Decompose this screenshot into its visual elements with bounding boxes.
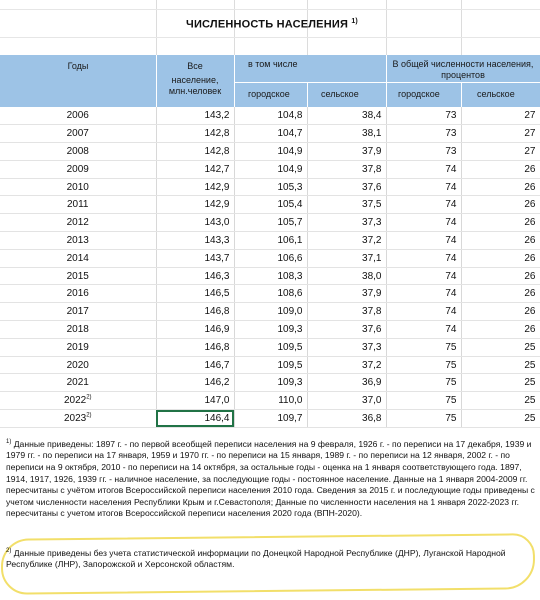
table-row <box>0 267 540 285</box>
cell-value: 142,8 <box>204 128 230 140</box>
cell-value: 109,0 <box>277 306 303 318</box>
header-pct-urban[interactable]: городское <box>398 89 440 99</box>
table-row <box>0 285 540 303</box>
table-row <box>0 143 540 161</box>
cell-rural[interactable] <box>307 392 386 410</box>
title-footnote-mark: 1) <box>351 18 358 25</box>
cell-year[interactable] <box>0 374 156 392</box>
cell-value: 36,9 <box>362 377 382 389</box>
cell-value: 146,7 <box>204 359 230 371</box>
cell-year[interactable] <box>0 303 156 321</box>
cell-total[interactable] <box>156 214 234 232</box>
cell-value: 109,5 <box>277 359 303 371</box>
cell-value: 142,8 <box>204 145 230 157</box>
cell-year[interactable] <box>0 160 156 178</box>
cell-year[interactable] <box>0 143 156 161</box>
cell-year[interactable] <box>0 178 156 196</box>
cell-value: 38,4 <box>362 110 382 122</box>
cell-rural[interactable] <box>307 321 386 339</box>
cell-value: 37,0 <box>362 395 382 407</box>
cell-value: 146,2 <box>204 377 230 389</box>
cell-value: 2022 <box>63 395 87 407</box>
table-row <box>0 196 540 214</box>
table-row <box>0 249 540 267</box>
cell-rural[interactable] <box>307 214 386 232</box>
cell-total[interactable] <box>156 285 234 303</box>
cell-value: 109,5 <box>277 341 303 353</box>
cell-pu[interactable] <box>386 267 461 285</box>
cell-pu[interactable] <box>386 178 461 196</box>
cell-pr[interactable] <box>461 196 540 214</box>
cell-value: 26 <box>524 234 536 246</box>
table-row <box>0 160 540 178</box>
footnote-1[interactable] <box>6 437 536 520</box>
cell-urban[interactable] <box>234 249 307 267</box>
cell-value: 146,3 <box>204 270 230 282</box>
cell-value: 26 <box>524 163 536 175</box>
cell-pu[interactable] <box>386 410 461 428</box>
cell-value: 26 <box>524 288 536 300</box>
cell-value: 2016 <box>66 288 89 300</box>
cell-total[interactable] <box>156 107 234 125</box>
cell-pu[interactable] <box>386 374 461 392</box>
footnote-1-mark: 1) <box>6 439 12 445</box>
cell-pu[interactable] <box>386 196 461 214</box>
cell-value: 74 <box>445 323 457 335</box>
cell-value: 105,4 <box>277 199 303 211</box>
table-row <box>0 392 540 410</box>
cell-urban[interactable] <box>234 303 307 321</box>
header-including[interactable]: в том числе <box>248 59 298 69</box>
header-divider <box>307 83 308 107</box>
cell-value: 2018 <box>66 323 89 335</box>
cell-pu[interactable] <box>386 285 461 303</box>
cell-pu[interactable] <box>386 125 461 143</box>
cell-rural[interactable] <box>307 143 386 161</box>
cell-value: 37,2 <box>362 234 382 246</box>
header-rural[interactable]: сельское <box>321 89 359 99</box>
cell-year[interactable] <box>0 356 156 374</box>
cell-pr[interactable] <box>461 107 540 125</box>
cell-value: 25 <box>524 359 536 371</box>
cell-pr[interactable] <box>461 160 540 178</box>
cell-pr[interactable] <box>461 410 540 428</box>
cell-value: 37,8 <box>362 306 382 318</box>
cell-pu[interactable] <box>386 160 461 178</box>
cell-rural[interactable] <box>307 285 386 303</box>
cell-urban[interactable] <box>234 374 307 392</box>
cell-value: 74 <box>445 306 457 318</box>
cell-value: 143,2 <box>204 110 230 122</box>
cell-value: 2006 <box>66 110 89 122</box>
cell-value: 146,8 <box>204 341 230 353</box>
cell-value: 73 <box>445 145 457 157</box>
cell-value: 146,5 <box>204 288 230 300</box>
cell-year[interactable] <box>0 249 156 267</box>
cell-total[interactable] <box>156 143 234 161</box>
cell-value: 37,5 <box>362 199 382 211</box>
cell-value: 75 <box>445 359 457 371</box>
cell-value: 73 <box>445 128 457 140</box>
cell-value: 2017 <box>66 306 89 318</box>
cell-value: 36,8 <box>362 412 382 424</box>
cell-year[interactable] <box>0 321 156 339</box>
cell-value: 146,8 <box>204 306 230 318</box>
header-divider <box>156 55 157 107</box>
cell-rural[interactable] <box>307 303 386 321</box>
cell-value: 26 <box>524 323 536 335</box>
cell-pr[interactable] <box>461 125 540 143</box>
cell-value: 2023 <box>63 412 87 424</box>
cell-rural[interactable] <box>307 178 386 196</box>
cell-value: 2019 <box>66 341 89 353</box>
header-total-line3: млн.человек <box>168 86 222 96</box>
header-divider <box>234 55 235 107</box>
cell-value: 104,9 <box>277 145 303 157</box>
cell-urban[interactable] <box>234 143 307 161</box>
header-total-line2: население, <box>171 75 219 85</box>
cell-pr[interactable] <box>461 214 540 232</box>
year-footnote-mark: 2) <box>86 412 92 419</box>
cell-urban[interactable] <box>234 267 307 285</box>
cell-value: 75 <box>445 395 457 407</box>
cell-value: 37,2 <box>362 359 382 371</box>
table-row <box>0 356 540 374</box>
header-years[interactable]: Годы <box>67 61 89 71</box>
cell-pr[interactable] <box>461 285 540 303</box>
cell-value: 106,1 <box>277 234 303 246</box>
cell-pu[interactable] <box>386 303 461 321</box>
cell-value: 142,9 <box>204 181 230 193</box>
cell-value: 73 <box>445 110 457 122</box>
cell-value: 74 <box>445 217 457 229</box>
cell-value: 74 <box>445 234 457 246</box>
cell-total[interactable] <box>156 178 234 196</box>
cell-value: 146,4 <box>204 412 230 424</box>
cell-rural[interactable] <box>307 338 386 356</box>
cell-pr[interactable] <box>461 267 540 285</box>
cell-total[interactable] <box>156 303 234 321</box>
cell-pu[interactable] <box>386 321 461 339</box>
cell-urban[interactable] <box>234 356 307 374</box>
cell-value: 37,6 <box>362 181 382 193</box>
footnote-2-mark: 2) <box>6 548 12 554</box>
cell-value: 104,8 <box>277 110 303 122</box>
header-percent-line2: процентов <box>441 70 485 80</box>
cell-value: 142,7 <box>204 163 230 175</box>
cell-value: 74 <box>445 270 457 282</box>
cell-value: 105,7 <box>277 217 303 229</box>
cell-total[interactable] <box>156 338 234 356</box>
header-percent-line1[interactable]: В общей численности населения, <box>392 59 534 69</box>
cell-pu[interactable] <box>386 392 461 410</box>
cell-value: 37,9 <box>362 288 382 300</box>
cell-value: 2007 <box>66 128 89 140</box>
cell-pr[interactable] <box>461 303 540 321</box>
population-table <box>0 107 540 428</box>
cell-total[interactable] <box>156 267 234 285</box>
footnote-1-text: Данные приведены: 1897 г. - по первой всеобщей переписи населения на 9 февраля, 1926 г. - по переписи на 17 декабря, 1939 и 1979 гг. - по переписи на 17 января, 1959 и 1970 гг. - по переписи на 15 января, 1989 г. - по переписи на 12 января, 2002 г. - по переписи на 9 октября, 2010 - по переписи на 14 октября, за остальные годы - оценка на 1 января соответствующего года. 1897, 1914, 1917, 1926, 1939 гг. - наличное население, за последующие годы - постоянное население. Данные на 1 января 2004-2009 гг. пересчитаны с учётом итогов Всероссийской переписи населения 2010 года. Сведения за 2015 г. и последующие годы приведены с учетом численности населения Республики Крым и г.Севастополя; Данные по численности населения на 1 января 2022-2023 гг. пересчитаны с учетом итогов Всероссийской переписи населения 2020 года (ВПН-2020). <box>6 438 535 519</box>
cell-pr[interactable] <box>461 143 540 161</box>
cell-pu[interactable] <box>386 249 461 267</box>
cell-year[interactable] <box>0 338 156 356</box>
cell-value: 2009 <box>66 163 89 175</box>
cell-value: 38,0 <box>362 270 382 282</box>
cell-year[interactable] <box>0 232 156 250</box>
cell-value: 37,8 <box>362 163 382 175</box>
cell-value: 26 <box>524 270 536 282</box>
cell-pr[interactable] <box>461 374 540 392</box>
cell-total[interactable] <box>156 125 234 143</box>
cell-value: 2010 <box>66 181 89 193</box>
cell-total[interactable] <box>156 410 234 428</box>
cell-pr[interactable] <box>461 338 540 356</box>
footnote-2-text: Данные приведены без учета статистической информации по Донецкой Народной Республике (ДНР), Луганской Народной Республике (ЛНР), Запорожской и Херсонской областям. <box>6 547 506 570</box>
cell-value: 37,6 <box>362 323 382 335</box>
footnote-2[interactable] <box>6 546 531 571</box>
table-row <box>0 214 540 232</box>
cell-value: 2014 <box>66 252 89 264</box>
cell-value: 143,7 <box>204 252 230 264</box>
cell-value: 75 <box>445 377 457 389</box>
cell-urban[interactable] <box>234 107 307 125</box>
cell-urban[interactable] <box>234 392 307 410</box>
cell-rural[interactable] <box>307 125 386 143</box>
header-pct-rural[interactable]: сельское <box>477 89 515 99</box>
cell-total[interactable] <box>156 232 234 250</box>
header-total-line1[interactable]: Все <box>187 61 203 71</box>
cell-urban[interactable] <box>234 196 307 214</box>
cell-value: 2015 <box>66 270 89 282</box>
cell-rural[interactable] <box>307 356 386 374</box>
table-row <box>0 178 540 196</box>
cell-urban[interactable] <box>234 232 307 250</box>
cell-rural[interactable] <box>307 196 386 214</box>
cell-value: 74 <box>445 163 457 175</box>
cell-pr[interactable] <box>461 249 540 267</box>
cell-rural[interactable] <box>307 249 386 267</box>
cell-pr[interactable] <box>461 321 540 339</box>
cell-value: 105,3 <box>277 181 303 193</box>
cell-urban[interactable] <box>234 178 307 196</box>
cell-year[interactable] <box>0 214 156 232</box>
header-urban[interactable]: городское <box>248 89 290 99</box>
cell-year[interactable] <box>0 125 156 143</box>
cell-value: 110,0 <box>278 395 303 407</box>
cell-value: 108,6 <box>277 288 303 300</box>
cell-pu[interactable] <box>386 356 461 374</box>
cell-pr[interactable] <box>461 356 540 374</box>
cell-value: 26 <box>524 306 536 318</box>
cell-value: 74 <box>445 199 457 211</box>
table-row <box>0 303 540 321</box>
cell-value: 37,9 <box>362 145 382 157</box>
cell-total[interactable] <box>156 160 234 178</box>
cell-value: 75 <box>445 341 457 353</box>
cell-value: 38,1 <box>362 128 382 140</box>
cell-urban[interactable] <box>234 285 307 303</box>
cell-value: 74 <box>445 288 457 300</box>
table-title[interactable] <box>157 18 387 31</box>
cell-year[interactable] <box>0 196 156 214</box>
cell-value: 26 <box>524 181 536 193</box>
table-row <box>0 107 540 125</box>
header-divider <box>461 83 462 107</box>
cell-pr[interactable] <box>461 178 540 196</box>
cell-pu[interactable] <box>386 214 461 232</box>
cell-rural[interactable] <box>307 232 386 250</box>
cell-value: 146,9 <box>204 323 230 335</box>
cell-value: 108,3 <box>277 270 303 282</box>
cell-year[interactable] <box>0 285 156 303</box>
cell-value: 25 <box>524 341 536 353</box>
cell-value: 25 <box>524 412 536 424</box>
cell-value: 27 <box>524 110 536 122</box>
cell-urban[interactable] <box>234 160 307 178</box>
cell-value: 142,9 <box>204 199 230 211</box>
cell-pu[interactable] <box>386 338 461 356</box>
table-header <box>0 55 540 107</box>
cell-total[interactable] <box>156 392 234 410</box>
cell-pr[interactable] <box>461 392 540 410</box>
cell-total[interactable] <box>156 356 234 374</box>
table-row <box>0 321 540 339</box>
header-divider <box>234 82 540 83</box>
cell-value: 143,0 <box>204 217 230 229</box>
cell-year[interactable] <box>0 410 156 428</box>
cell-total[interactable] <box>156 249 234 267</box>
cell-value: 37,3 <box>362 217 382 229</box>
cell-value: 104,7 <box>277 128 303 140</box>
cell-value: 2021 <box>66 377 89 389</box>
cell-urban[interactable] <box>234 338 307 356</box>
cell-value: 74 <box>445 181 457 193</box>
cell-value: 26 <box>524 252 536 264</box>
cell-value: 143,3 <box>204 234 230 246</box>
cell-value: 25 <box>524 377 536 389</box>
cell-urban[interactable] <box>234 125 307 143</box>
cell-urban[interactable] <box>234 410 307 428</box>
cell-value: 109,3 <box>277 323 303 335</box>
cell-value: 75 <box>445 412 457 424</box>
cell-urban[interactable] <box>234 321 307 339</box>
cell-pu[interactable] <box>386 107 461 125</box>
cell-urban[interactable] <box>234 214 307 232</box>
cell-pu[interactable] <box>386 143 461 161</box>
cell-value: 37,1 <box>362 252 382 264</box>
cell-rural[interactable] <box>307 267 386 285</box>
year-footnote-mark: 2) <box>86 394 92 401</box>
cell-value: 26 <box>524 199 536 211</box>
header-divider <box>386 55 387 107</box>
cell-value: 27 <box>524 128 536 140</box>
cell-value: 106,6 <box>277 252 303 264</box>
cell-year[interactable] <box>0 392 156 410</box>
cell-value: 147,0 <box>204 395 230 407</box>
cell-value: 74 <box>445 252 457 264</box>
table-row <box>0 232 540 250</box>
cell-value: 2011 <box>66 199 89 211</box>
cell-total[interactable] <box>156 196 234 214</box>
table-row <box>0 338 540 356</box>
table-row <box>0 410 540 428</box>
cell-value: 27 <box>524 145 536 157</box>
cell-value: 104,9 <box>277 163 303 175</box>
cell-value: 37,3 <box>362 341 382 353</box>
cell-rural[interactable] <box>307 374 386 392</box>
cell-year[interactable] <box>0 107 156 125</box>
table-title-text: ЧИСЛЕННОСТЬ НАСЕЛЕНИЯ <box>186 18 349 31</box>
cell-value: 26 <box>524 217 536 229</box>
table-row <box>0 374 540 392</box>
cell-rural[interactable] <box>307 107 386 125</box>
cell-pr[interactable] <box>461 232 540 250</box>
cell-total[interactable] <box>156 374 234 392</box>
cell-value: 2012 <box>66 217 89 229</box>
cell-value: 109,3 <box>277 377 303 389</box>
cell-value: 2020 <box>66 359 89 371</box>
cell-value: 25 <box>524 395 536 407</box>
cell-year[interactable] <box>0 267 156 285</box>
cell-rural[interactable] <box>307 410 386 428</box>
cell-rural[interactable] <box>307 160 386 178</box>
cell-pu[interactable] <box>386 232 461 250</box>
cell-value: 2008 <box>66 145 89 157</box>
cell-value: 109,7 <box>277 412 303 424</box>
cell-total[interactable] <box>156 321 234 339</box>
cell-value: 2013 <box>66 234 89 246</box>
table-row <box>0 125 540 143</box>
